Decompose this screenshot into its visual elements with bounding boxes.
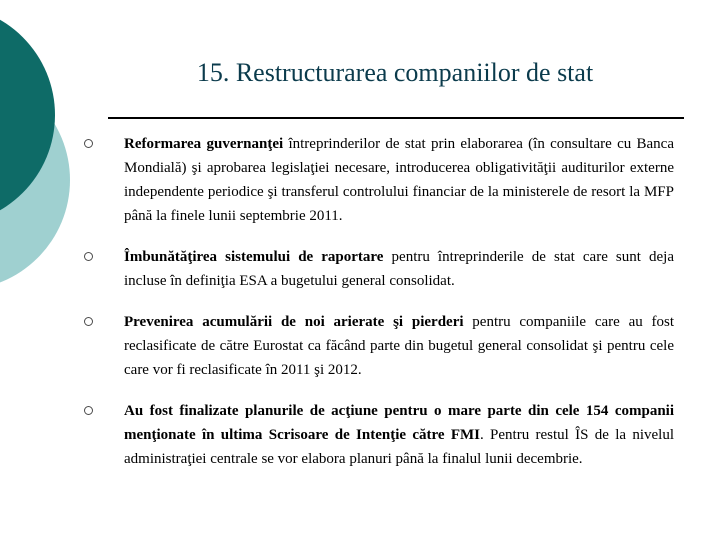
bullet-text [124, 399, 674, 471]
slide-title: 15. Restructurarea companiilor de stat [196, 58, 594, 87]
bullet-marker-icon [84, 406, 93, 415]
bullet-body: . Pentru restul ÎS de la nivelul administraţiei centrale se vor elabora planuri până la finalul lunii decembrie. [124, 427, 674, 467]
decorative-circles [0, 0, 80, 300]
bullet-marker-icon [84, 317, 93, 326]
bullet-item [84, 399, 674, 471]
bullet-text [124, 310, 674, 382]
bullet-marker-icon [84, 139, 93, 148]
title-underline [108, 117, 684, 119]
bullet-text [124, 245, 674, 293]
bullet-bold-lead: Îmbunătăţirea sistemului de raportare [124, 249, 384, 265]
bullet-body: pentru întreprinderile de stat care sunt deja incluse în definiţia ESA a bugetului general consolidat. [124, 249, 674, 289]
bullet-item [84, 132, 674, 228]
bullet-list [84, 132, 674, 488]
bullet-marker-icon [84, 252, 93, 261]
bullet-bold-lead: Prevenirea acumulării de noi arierate şi pierderi [124, 314, 464, 330]
bullet-text [124, 132, 674, 228]
bullet-item [84, 310, 674, 382]
bullet-bold-lead: Reformarea guvernanţei [124, 136, 284, 152]
bullet-body: întreprinderilor de stat prin elaborarea (în consultare cu Banca Mondială) şi aprobarea legislaţiei necesare, introducerea obligativităţii auditurilor externe independente periodice şi transferul controlului financiar de la ministerele de resort la MFP până la finele lunii septembrie 2011. [124, 136, 674, 224]
bullet-body: pentru companiile care au fost reclasificate de către Eurostat ca făcând parte din bugetul general consolidat şi pentru cele care vor fi reclasificate în 2011 şi 2012. [124, 314, 674, 378]
bullet-bold-lead: Au fost finalizate planurile de acţiune pentru o mare parte din cele 154 companii menţionate în ultima Scrisoare de Intenţie către FMI [124, 403, 674, 443]
bullet-item [84, 245, 674, 293]
